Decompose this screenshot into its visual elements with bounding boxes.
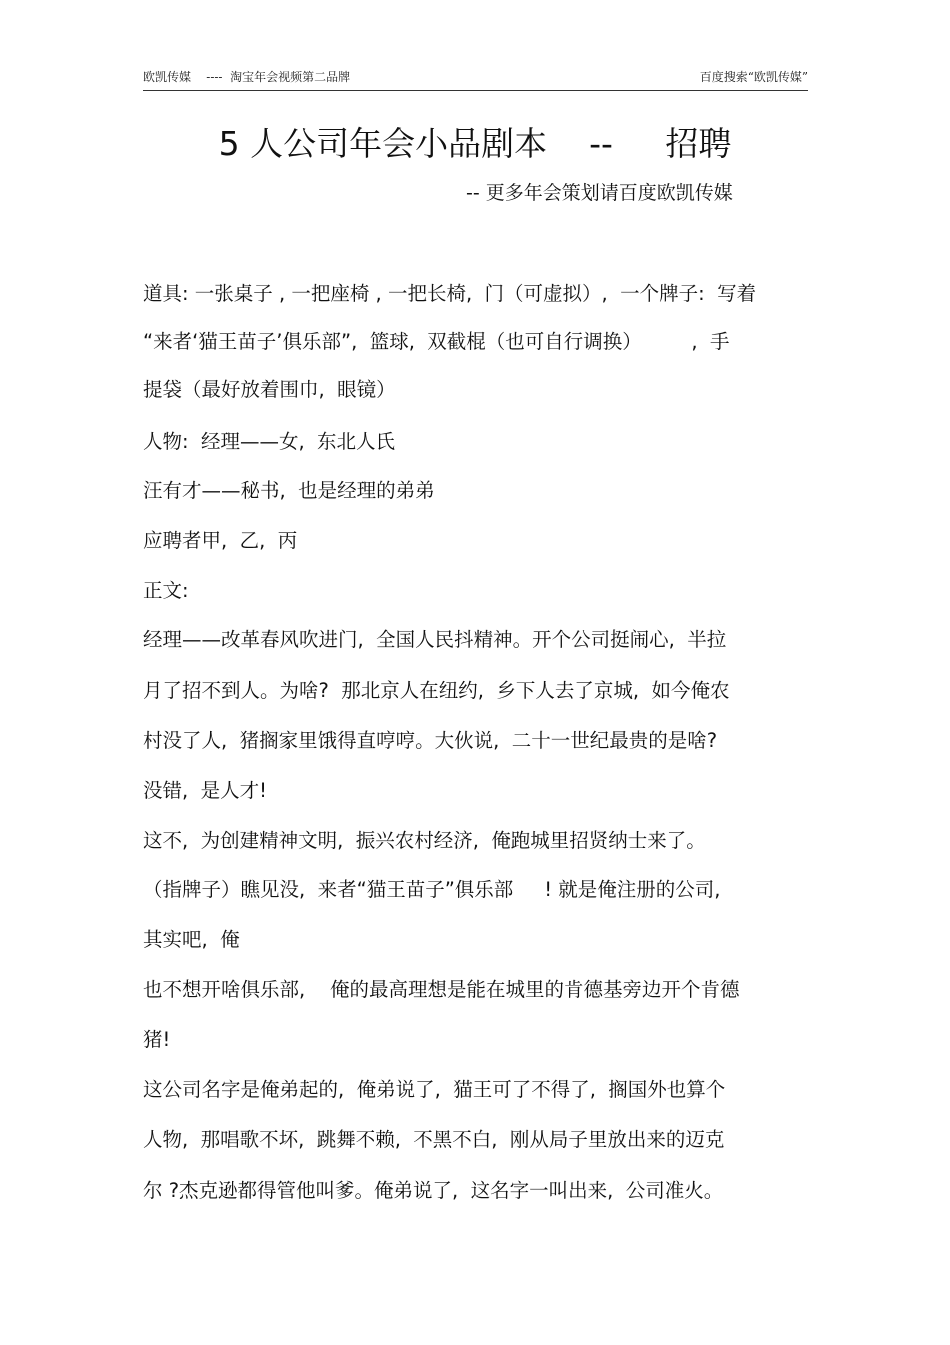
body-line: 这不, 为创建精神文明, 振兴农村经济, 俺跑城里招贤纳士来了。: [143, 829, 706, 852]
body-line: “来者‘猫王苗子’俱乐部”, 篮球, 双截棍（也可自行调换） , 手: [143, 330, 730, 353]
body-line: 村没了人, 猪搁家里饿得直哼哼。大伙说, 二十一世纪最贵的是啥?: [143, 729, 718, 752]
document-subtitle: -- 更多年会策划请百度欧凯传媒: [466, 182, 733, 204]
body-line: （指牌子）瞧见没, 来者“猫王苗子”俱乐部 ! 就是俺注册的公司,: [143, 878, 721, 901]
body-line: 月了招不到人。为啥? 那北京人在纽约, 乡下人去了京城, 如今俺农: [143, 679, 730, 702]
body-line: 尔 ?杰克逊都得管他叫爹。俺弟说了, 这名字一叫出来, 公司准火。: [143, 1179, 724, 1202]
body-line: 正文:: [143, 579, 189, 602]
body-line: 没错, 是人才!: [143, 779, 267, 802]
body-line: 猪!: [143, 1028, 171, 1051]
body-line: 人物, 那唱歌不坏, 跳舞不赖, 不黑不白, 刚从局子里放出来的迈克: [143, 1128, 725, 1151]
header-left-text: 欧凯传媒 ---- 淘宝年会视频第二品牌: [143, 70, 351, 84]
body-line: 人物: 经理——女, 东北人氏: [143, 430, 396, 453]
body-line: 提袋（最好放着围巾, 眼镜）: [143, 378, 396, 401]
body-line: 经理——改革春风吹进门, 全国人民抖精神。开个公司挺闹心, 半拉: [143, 628, 727, 651]
body-line: 这公司名字是俺弟起的, 俺弟说了, 猫王可了不得了, 搁国外也算个: [143, 1078, 726, 1101]
page-header: [143, 66, 808, 91]
document-title: 5 人公司年会小品剧本 -- 招聘: [218, 124, 732, 163]
body-line: 道具: 一张桌子 , 一把座椅 , 一把长椅, 门（可虚拟）, 一个牌子: 写着: [143, 282, 757, 305]
body-line: 也不想开啥俱乐部, 俺的最高理想是能在城里的肯德基旁边开个肯德: [143, 978, 740, 1001]
body-line: 其实吧, 俺: [143, 928, 240, 951]
body-line: 汪有才——秘书, 也是经理的弟弟: [143, 479, 435, 502]
body-line: 应聘者甲, 乙, 丙: [143, 529, 298, 552]
header-right-text: 百度搜索“欧凯传媒”: [699, 70, 808, 84]
